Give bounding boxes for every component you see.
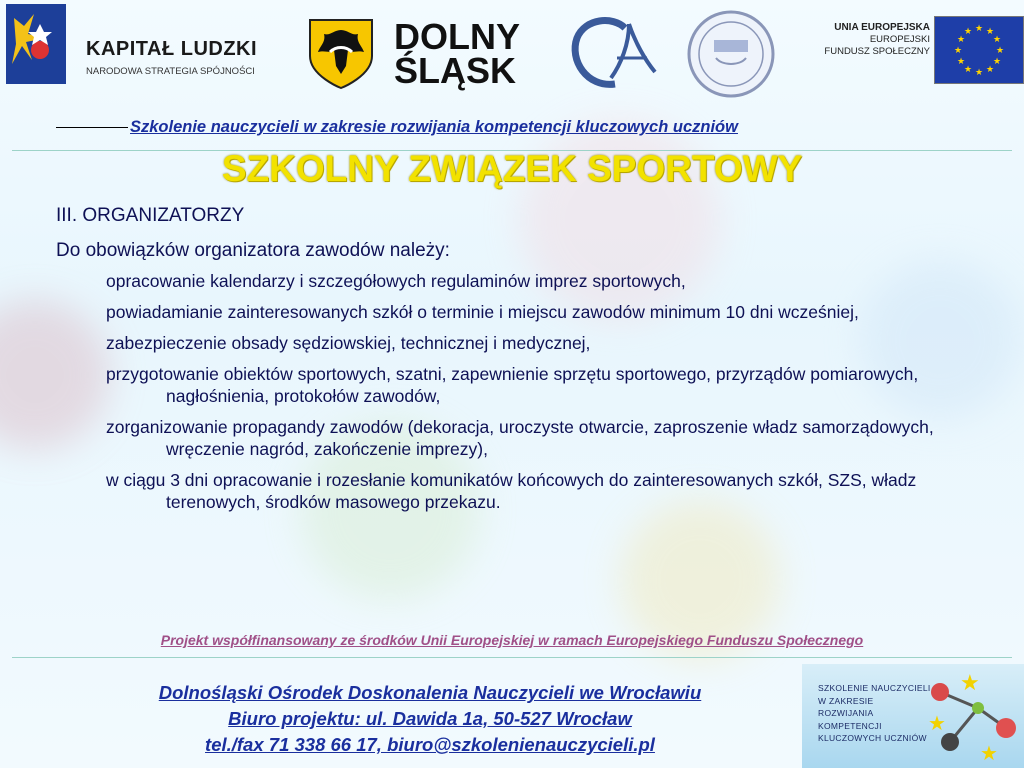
address-link[interactable]: Biuro projektu: ul. Dawida 1a, 50-527 Wrocław	[228, 708, 632, 729]
dodn-seal-logo	[686, 8, 776, 100]
dolny-slask-logo	[306, 14, 536, 94]
slask-word: ŚLĄSK	[394, 50, 517, 91]
list-item: powiadamianie zainteresowanych szkół o terminie i miejscu zawodów minimum 10 dni wcześniej,	[106, 302, 859, 322]
svg-text:★: ★	[995, 46, 1005, 56]
section-heading: III. ORGANIZATORZY	[56, 205, 245, 226]
list-item: przygotowanie obiektów sportowych, szatni, zapewnienie sprzętu sportowego, przyrządów pomiarowych, nagłośnienia, protokołów zawodów,	[106, 364, 919, 406]
institution-link[interactable]: Dolnośląski Ośrodek Doskonalenia Nauczycieli we Wrocławiu	[158, 682, 702, 703]
kapital-ludzki-title: KAPITAŁ LUDZKI	[86, 38, 258, 60]
svg-text:★: ★	[980, 741, 998, 764]
list-item: zabezpieczenie obsady sędziowskiej, technicznej i medycznej,	[106, 333, 591, 353]
svg-text:★: ★	[953, 46, 963, 56]
course-subtitle-text: Szkolenie nauczycieli w zakresie rozwijania kompetencji kluczowych uczniów	[130, 118, 738, 136]
funding-note: Projekt współfinansowany ze środków Unii Europejskiej w ramach Europejskiego Funduszu Społecznego	[160, 632, 864, 648]
eu-stars-icon	[935, 17, 1023, 83]
intro-text: Do obowiązków organizatora zawodów należy:	[56, 240, 450, 261]
eu-line-1: UNIA EUROPEJSKA	[834, 22, 930, 33]
svg-text:★: ★	[992, 35, 1002, 45]
svg-text:★: ★	[963, 27, 973, 37]
badge-text	[818, 682, 931, 745]
list-item: w ciągu 3 dni opracowanie i rozesłanie komunikatów końcowych do zainteresowanych szkół, SZS, władz terenowych, środków masowego przekazu.	[106, 470, 917, 512]
dolny-word: DOLNY	[394, 16, 520, 57]
badge-line: ROZWIJANIA	[818, 708, 874, 718]
divider	[12, 657, 1012, 658]
phone-email-link[interactable]: tel./fax 71 338 66 17, biuro@szkolenienauczycieli.pl	[205, 734, 655, 755]
course-subtitle	[56, 118, 976, 137]
svg-text:★: ★	[992, 57, 1002, 67]
svg-text:★: ★	[985, 27, 995, 37]
background-blob	[0, 300, 110, 450]
svg-text:★: ★	[960, 671, 980, 696]
list-item: zorganizowanie propagandy zawodów (dekoracja, uroczyste otwarcie, zaproszenie władz samorządowych, wręczenie nagród, zakończenie imprezy),	[106, 417, 934, 459]
kapital-ludzki-icon	[6, 4, 66, 84]
badge-line: KLUCZOWYCH UCZNIÓW	[818, 733, 927, 743]
svg-text:★: ★	[985, 65, 995, 75]
seal-icon	[686, 8, 776, 100]
svg-text:★: ★	[963, 65, 973, 75]
molecule-graphic-icon	[920, 668, 1020, 764]
svg-text:★: ★	[956, 57, 966, 67]
eu-text-block	[800, 22, 930, 82]
kapital-ludzki-subtitle: NARODOWA STRATEGIA SPÓJNOŚCI	[86, 66, 255, 77]
svg-text:★: ★	[928, 711, 946, 735]
eu-line-2: EUROPEJSKI	[869, 34, 930, 45]
svg-text:★: ★	[974, 24, 984, 34]
dolny-slask-wordmark	[394, 16, 520, 91]
duties-list	[106, 270, 986, 522]
monogram-icon	[555, 8, 665, 98]
badge-line: SZKOLENIE NAUCZYCIELI	[818, 683, 931, 693]
page-title: SZKOLNY ZWIĄZEK SPORTOWY	[221, 148, 803, 189]
list-item: opracowanie kalendarzy i szczegółowych regulaminów imprez sportowych,	[106, 271, 686, 291]
eagle-crest-icon	[306, 16, 376, 90]
svg-text:★: ★	[974, 68, 984, 78]
eu-line-3: FUNDUSZ SPOŁECZNY	[824, 46, 930, 57]
eu-flag-icon	[934, 16, 1024, 84]
svg-text:★: ★	[956, 35, 966, 45]
badge-line: KOMPETENCJI	[818, 720, 882, 731]
subtitle-leader-line	[56, 127, 128, 128]
monogram-logo	[555, 8, 665, 98]
contact-block	[60, 680, 800, 758]
project-badge	[802, 664, 1024, 768]
kapital-ludzki-logo	[6, 4, 278, 88]
badge-line: W ZAKRESIE	[818, 695, 874, 706]
